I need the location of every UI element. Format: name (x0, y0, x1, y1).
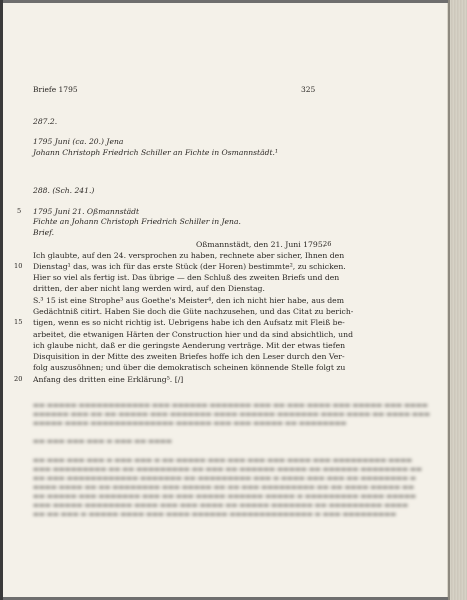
entry-288-sender-receiver: Fichte an Johann Christoph Friedrich Schiller in Jena. (33, 217, 241, 226)
entry-287-date-place: 1795 Juni (ca. 20.) Jena (33, 137, 124, 146)
page-edges (448, 0, 467, 600)
letter-line: Gedächtniß citirt. Haben Sie doch die Güte nachzusehen, und das Citat zu berich- (33, 307, 354, 316)
entry-288-date-place: 1795 Juni 21. Oßmannstädt (33, 207, 140, 216)
running-header: Briefe 1795 (33, 85, 78, 94)
line-number-10: 10 (14, 262, 23, 270)
entry-287-sender-receiver: Johann Christoph Friedrich Schiller an Fichte in Osmannstädt.¹ (33, 148, 278, 157)
letter-line: tigen, wenn es so nicht richtig ist. Uebrigens habe ich den Aufsatz mit Fleiß be- (33, 318, 345, 327)
letter-dateline: Oßmannstädt, den 21. Juni 1795. (196, 240, 326, 249)
line-number-5: 5 (17, 207, 22, 215)
letter-line: Ich glaubte, auf den 24. versprochen zu haben, rechnete aber sicher, Ihnen den (33, 251, 345, 260)
line-number-15: 15 (14, 318, 23, 326)
letter-line: arbeitet, die etwanigen Härten der Construction hier und da sind absichtlich, und (33, 330, 353, 339)
letter-line: Hier so viel als fertig ist. Das übrige — den Schluß des zweiten Briefs und den (33, 273, 340, 282)
line-number-20: 20 (14, 375, 23, 383)
letter-line: dritten, der aber nicht lang werden wird, auf den Dienstag. (33, 284, 265, 293)
letter-line: Anfang des dritten eine Erklärung⁵. [/] (33, 375, 184, 384)
letter-line: ich glaube nicht, daß er die geringste Aenderung verträge. Mit der etwas tiefen (33, 341, 346, 350)
letter-line: Dienstag¹ das, was ich für das erste Stück (der Horen) bestimmte², zu schicken. (33, 262, 346, 271)
letter-line: Disquisition in der Mitte des zweiten Briefes hoffe ich den Leser durch den Ver- (33, 352, 345, 361)
letter-line: folg auszusöhnen; und über die demokratisch scheinen könnende Stelle folgt zu (33, 363, 346, 372)
entry-288-type: Brief. (33, 228, 55, 237)
entry-288-number: 288. (Sch. 241.) (33, 186, 95, 195)
line-number-26: 26 (323, 240, 332, 248)
entry-287-number: 287.2. (33, 117, 58, 126)
page-number: 325 (301, 85, 316, 94)
letter-line: S.³ 15 ist eine Strophe³ aus Goethe's Meister⁴, den ich nicht hier habe, aus dem (33, 296, 344, 305)
